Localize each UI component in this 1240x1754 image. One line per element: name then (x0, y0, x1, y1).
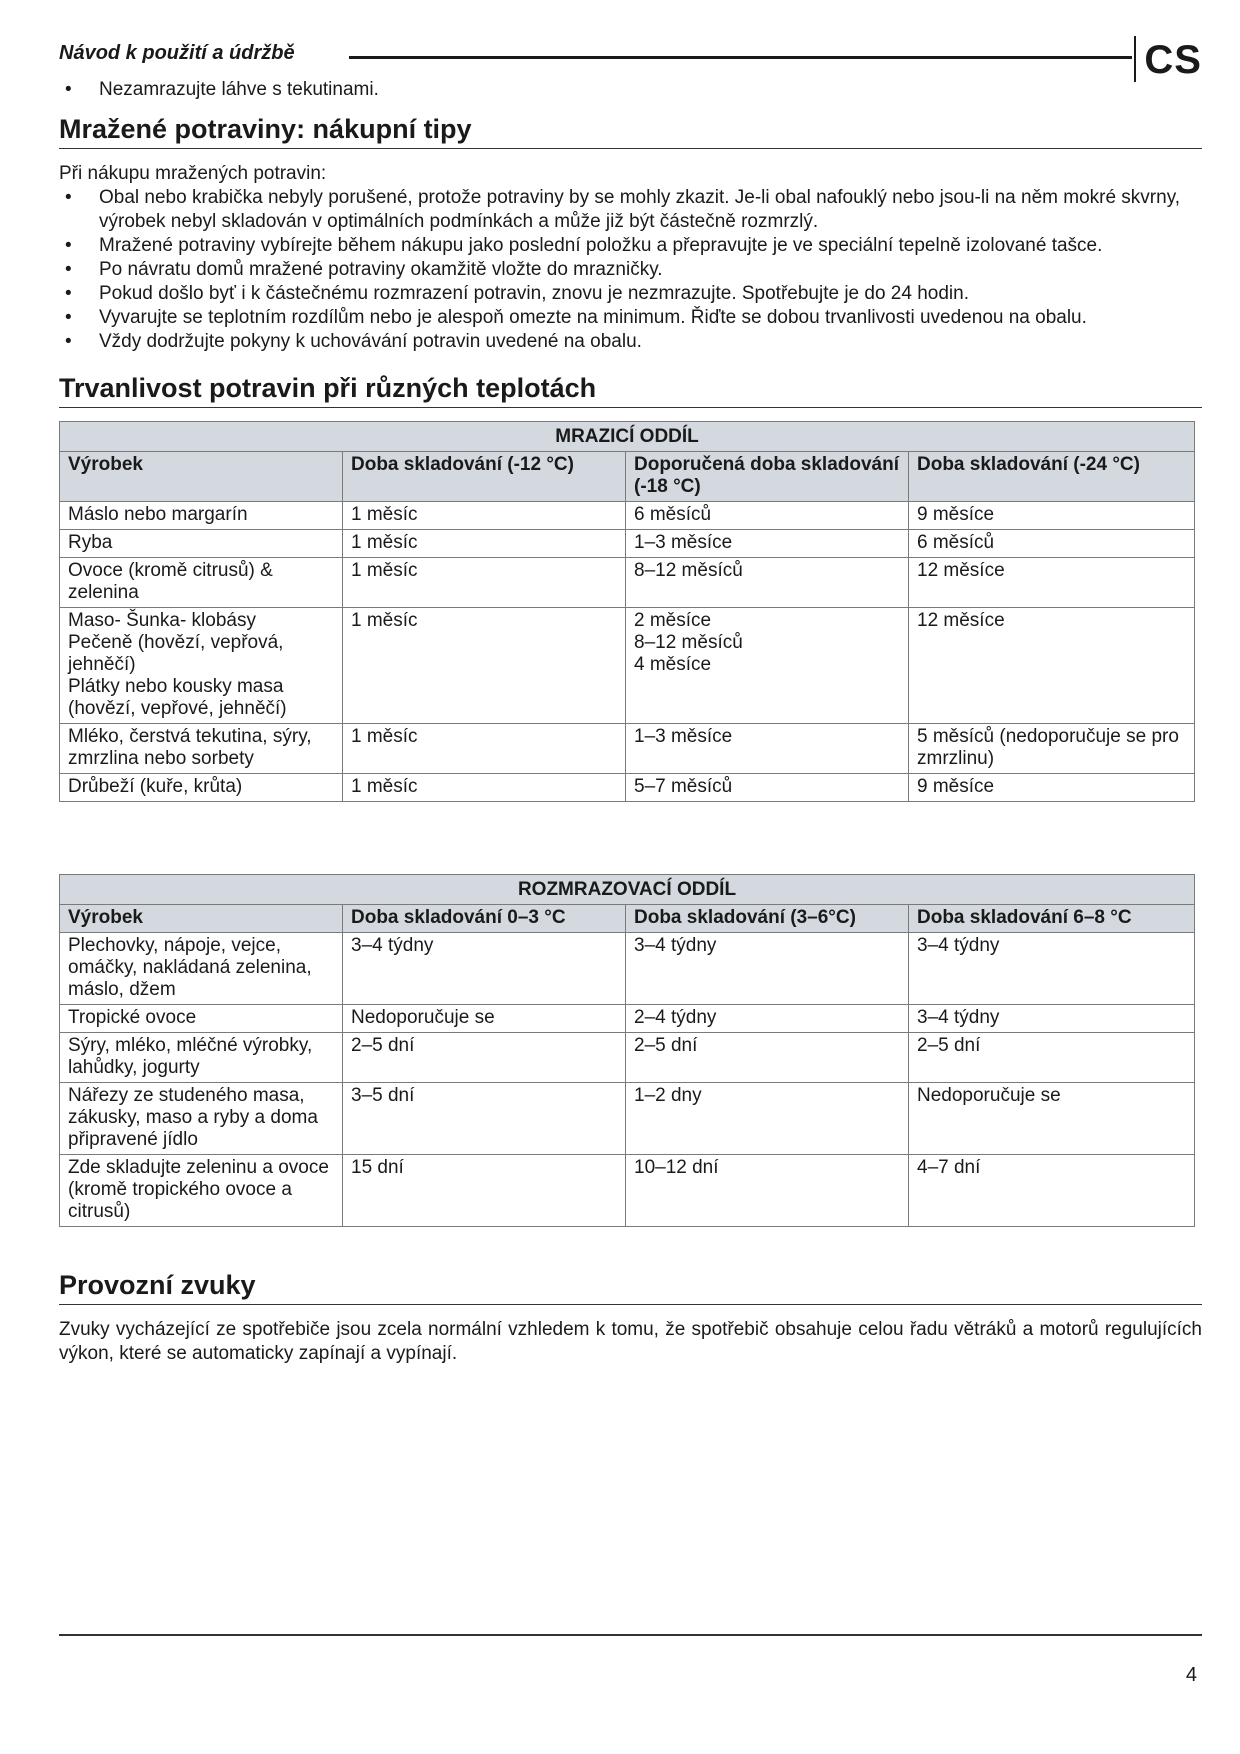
cell-text: 1–2 dny (634, 1085, 702, 1106)
page-header (59, 40, 1202, 80)
table-header-row (60, 452, 1195, 502)
cell-text: 5–7 měsíců (634, 776, 733, 797)
cell-text: 9 měsíce (917, 504, 995, 525)
shopping-section (59, 162, 1202, 354)
cell-text: Plechovky, nápoje, vejce, omáčky, nakládaná zelenina, máslo, džem (68, 935, 312, 1000)
table-cell (343, 558, 626, 608)
column-header: Výrobek (60, 452, 343, 502)
table-cell (909, 933, 1195, 1005)
table-cell (60, 724, 343, 774)
column-header: Doba skladování 6–8 °C (909, 905, 1195, 933)
cell-text: 5 měsíců (nedoporučuje se pro zmrzlinu) (917, 726, 1179, 769)
column-header: Doba skladování (-12 °C) (343, 452, 626, 502)
cell-text: Maso- Šunka- klobásy (68, 610, 256, 631)
table-cell (626, 724, 909, 774)
table-cell (343, 530, 626, 558)
table-cell (343, 774, 626, 802)
table-cell (343, 502, 626, 530)
column-header: Výrobek (60, 905, 343, 933)
cell-text: Mléko, čerstvá tekutina, sýry, zmrzlina nebo sorbety (68, 726, 312, 769)
cell-text: 1–3 měsíce (634, 726, 733, 747)
table-row (60, 774, 1195, 802)
table-cell (626, 502, 909, 530)
section-title-noise: Provozní zvuky (59, 1268, 1202, 1305)
table-row (60, 933, 1195, 1005)
table-cell (343, 1083, 626, 1155)
cell-text: Tropické ovoce (68, 1007, 197, 1028)
table-cell (60, 1083, 343, 1155)
column-header: Doporučená doba skladování (-18 °C) (626, 452, 909, 502)
cell-text: 2–5 dní (351, 1035, 415, 1056)
table-cell (626, 558, 909, 608)
table-cell (909, 1033, 1195, 1083)
table-cell (909, 558, 1195, 608)
cell-text: 3–4 týdny (634, 935, 717, 956)
cell-text: 4–7 dní (917, 1157, 981, 1178)
table-row (60, 1005, 1195, 1033)
shopping-list (59, 186, 1202, 354)
table-row (60, 558, 1195, 608)
cell-text: Nedoporučuje se (351, 1007, 495, 1028)
table-cell (626, 530, 909, 558)
list-item: • Vyvarujte se teplotním rozdílům nebo je alespoň omezte na minimum. Řiďte se dobou trvanlivosti uvedenou na obalu. (59, 306, 1202, 330)
cell-text: Drůbeží (kuře, krůta) (68, 776, 243, 797)
cell-text: 1 měsíc (351, 504, 418, 525)
table-row (60, 502, 1195, 530)
cell-text: 3–4 týdny (351, 935, 434, 956)
header-rule (349, 56, 1132, 59)
table-row (60, 530, 1195, 558)
document-title: Návod k použití a údržbě (59, 42, 295, 64)
table-cell (909, 774, 1195, 802)
table-cell (343, 933, 626, 1005)
table-cell (909, 608, 1195, 724)
table-cell (343, 1005, 626, 1033)
table-cell (60, 530, 343, 558)
cell-text: 3–5 dní (351, 1085, 415, 1106)
table-row (60, 1083, 1195, 1155)
table-cell (343, 724, 626, 774)
language-code: CS (1144, 38, 1202, 82)
cell-text: 3–4 týdny (917, 1007, 1000, 1028)
shopping-lead: Při nákupu mražených potravin: (59, 163, 327, 184)
cell-text: 6 měsíců (917, 532, 995, 553)
list-item: • Pokud došlo byť i k částečnému rozmrazení potravin, znovu je nezmrazujte. Spotřebujte je do 24 hodin. (59, 282, 1202, 306)
cell-text: 1 měsíc (351, 776, 418, 797)
cell-text: 2–5 dní (917, 1035, 981, 1056)
table-cell (909, 502, 1195, 530)
noise-text: Zvuky vycházející ze spotřebiče jsou zcela normální vzhledem k tomu, že spotřebič obsahuje celou řadu větráků a motorů regulujících výkon, které se automaticky zapínají a vypínají. (59, 1319, 1202, 1364)
list-item: • Vždy dodržujte pokyny k uchovávání potravin uvedené na obalu. (59, 330, 1202, 354)
cell-text: Nedoporučuje se (917, 1085, 1061, 1106)
list-item: • Mražené potraviny vybírejte během nákupu jako poslední položku a přepravujte je ve speciální tepelně izolované tašce. (59, 234, 1202, 258)
cell-text: 1–3 měsíce (634, 532, 733, 553)
footer-rule (59, 1634, 1202, 1636)
table-cell (626, 933, 909, 1005)
cell-text: Zde skladujte zeleninu a ovoce (kromě tropického ovoce a citrusů) (68, 1157, 329, 1222)
freezer-table (59, 421, 1195, 802)
section-title-shelf-life: Trvanlivost potravin při různých teplotách (59, 371, 1202, 408)
table-cell (60, 558, 343, 608)
table-cell (626, 1155, 909, 1227)
cell-text: 4 měsíce (634, 654, 712, 675)
cell-text: Máslo nebo margarín (68, 504, 248, 525)
table-cell (626, 774, 909, 802)
list-item: • Obal nebo krabička nebyly porušené, protože potraviny by se mohly zkazit. Je-li obal nafouklý nebo jsou-li na něm mokré skvrny, výrobek nebyl skladován v optimálních podmínkách a může již být částečně rozmrzlý. (59, 186, 1202, 234)
table-cell (626, 1083, 909, 1155)
cell-text: 8–12 měsíců (634, 632, 743, 653)
cell-text: 12 měsíce (917, 610, 1005, 631)
table-cell (909, 1155, 1195, 1227)
cell-text: Ovoce (kromě citrusů) & zelenina (68, 560, 273, 603)
cell-text: 9 měsíce (917, 776, 995, 797)
cell-text: 2–5 dní (634, 1035, 698, 1056)
cell-text: 8–12 měsíců (634, 560, 743, 581)
table-cell (909, 1083, 1195, 1155)
list-item: • Po návratu domů mražené potraviny okamžitě vložte do mrazničky. (59, 258, 1202, 282)
cell-text: 10–12 dní (634, 1157, 719, 1178)
table-cell (343, 1033, 626, 1083)
page-number: 4 (1185, 1664, 1197, 1686)
table-row (60, 1155, 1195, 1227)
cell-text: 1 měsíc (351, 610, 418, 631)
table-cell (60, 1005, 343, 1033)
table-row (60, 724, 1195, 774)
table-row (60, 1033, 1195, 1083)
list-item: • Nezamrazujte láhve s tekutinami. (59, 78, 379, 102)
table-caption: MRAZICÍ ODDÍL (60, 422, 1195, 452)
column-header: Doba skladování (3–6°C) (626, 905, 909, 933)
cell-text: 12 měsíce (917, 560, 1005, 581)
cell-text: Plátky nebo kousky masa (hovězí, vepřové, jehněčí) (68, 676, 287, 719)
cell-text: Ryba (68, 532, 113, 553)
cell-text: 2–4 týdny (634, 1007, 717, 1028)
cell-text: 1 měsíc (351, 560, 418, 581)
table-cell (626, 1033, 909, 1083)
column-header: Doba skladování (-24 °C) (909, 452, 1195, 502)
table-caption: ROZMRAZOVACÍ ODDÍL (60, 875, 1195, 905)
table-cell (909, 724, 1195, 774)
cell-text: 6 měsíců (634, 504, 712, 525)
table-cell (60, 933, 343, 1005)
table-cell (60, 774, 343, 802)
cell-text: 1 měsíc (351, 726, 418, 747)
cell-text: 1 měsíc (351, 532, 418, 553)
cell-text: Sýry, mléko, mléčné výrobky, lahůdky, jogurty (68, 1035, 313, 1078)
table-cell (909, 1005, 1195, 1033)
table-cell (60, 608, 343, 724)
intro-list (59, 78, 379, 102)
table-header-row (60, 905, 1195, 933)
column-header: Doba skladování 0–3 °C (343, 905, 626, 933)
fridge-table (59, 874, 1195, 1227)
table-cell (60, 1033, 343, 1083)
section-title-shopping: Mražené potraviny: nákupní tipy (59, 112, 1202, 149)
cell-text: Nářezy ze studeného masa, zákusky, maso a ryby a doma připravené jídlo (68, 1085, 318, 1150)
table-cell (60, 1155, 343, 1227)
table-row (60, 608, 1195, 724)
table-cell (343, 1155, 626, 1227)
table-cell (626, 608, 909, 724)
table-cell (909, 530, 1195, 558)
cell-text: 2 měsíce (634, 610, 712, 631)
table-cell (626, 1005, 909, 1033)
table-cell (343, 608, 626, 724)
header-divider (1134, 36, 1136, 82)
table-cell (60, 502, 343, 530)
cell-text: 3–4 týdny (917, 935, 1000, 956)
cell-text: 15 dní (351, 1157, 404, 1178)
cell-text: Pečeně (hovězí, vepřová, jehněčí) (68, 632, 284, 675)
